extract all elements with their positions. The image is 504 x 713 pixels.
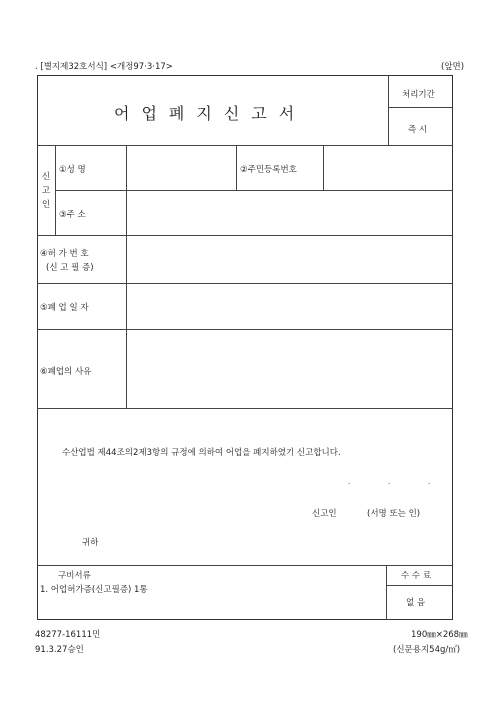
divider-documents-fee [386,565,387,620]
form-title: 어업폐지신고서 [114,104,307,123]
address-label: ③주 소 [59,210,86,220]
signer-label: 신고인 [312,509,337,519]
closure-reason-field[interactable] [127,330,452,407]
divider-reason [37,408,453,409]
page-side-label: (앞면) [441,62,465,72]
divider-processing [388,107,453,108]
signature-note: (서명 또는 인) [367,509,421,519]
date-separator-3: . [428,478,431,486]
name-label: ①성 명 [59,165,86,175]
divider-fee [386,585,453,586]
paper-type: (신문용지54g/㎡) [393,645,461,655]
divider-reporter-label [55,145,56,235]
addressee-label: 귀하 [82,538,99,548]
closure-date-label: ⑤폐 업 일 자 [40,303,89,313]
processing-period-label: 처리기간 [402,90,435,100]
divider-declaration [37,565,453,566]
closure-reason-label: ⑥폐업의 사유 [40,367,92,377]
fee-label: 수 수 료 [401,571,432,581]
divider-title-right [388,75,389,145]
declaration-text: 수산업법 제44조의2제3항의 규정에 의하여 어업을 폐지하였기 신고합니다. [62,448,341,458]
resident-id-field[interactable] [324,146,452,189]
name-field[interactable] [127,146,235,189]
fee-value: 없 음 [406,598,426,608]
required-documents-label: 구비서류 [58,571,91,581]
address-field[interactable] [127,191,452,234]
permit-number-sublabel: (신 고 필 증) [46,263,94,273]
form-code: . [별지제32호서식] <개정97·3·17> [35,62,173,72]
approval-date: 91.3.27승인 [35,645,84,655]
closure-date-field[interactable] [127,284,452,328]
paper-size: 190㎜×268㎜ [411,630,468,640]
resident-id-label: ②주민등록번호 [240,165,297,175]
divider-name-id [236,145,237,190]
required-document-item: 1. 어업허가증(신고필증) 1통 [40,585,148,595]
reporter-label: 신 고 인 [41,172,51,210]
date-separator-1: . [348,478,351,486]
permit-number-label: ④허 가 번 호 [40,249,89,259]
processing-period-value: 즉 시 [408,125,428,135]
permit-number-field[interactable] [127,236,452,282]
form-number: 48277-16111민 [35,630,101,640]
date-separator-2: . [388,478,391,486]
